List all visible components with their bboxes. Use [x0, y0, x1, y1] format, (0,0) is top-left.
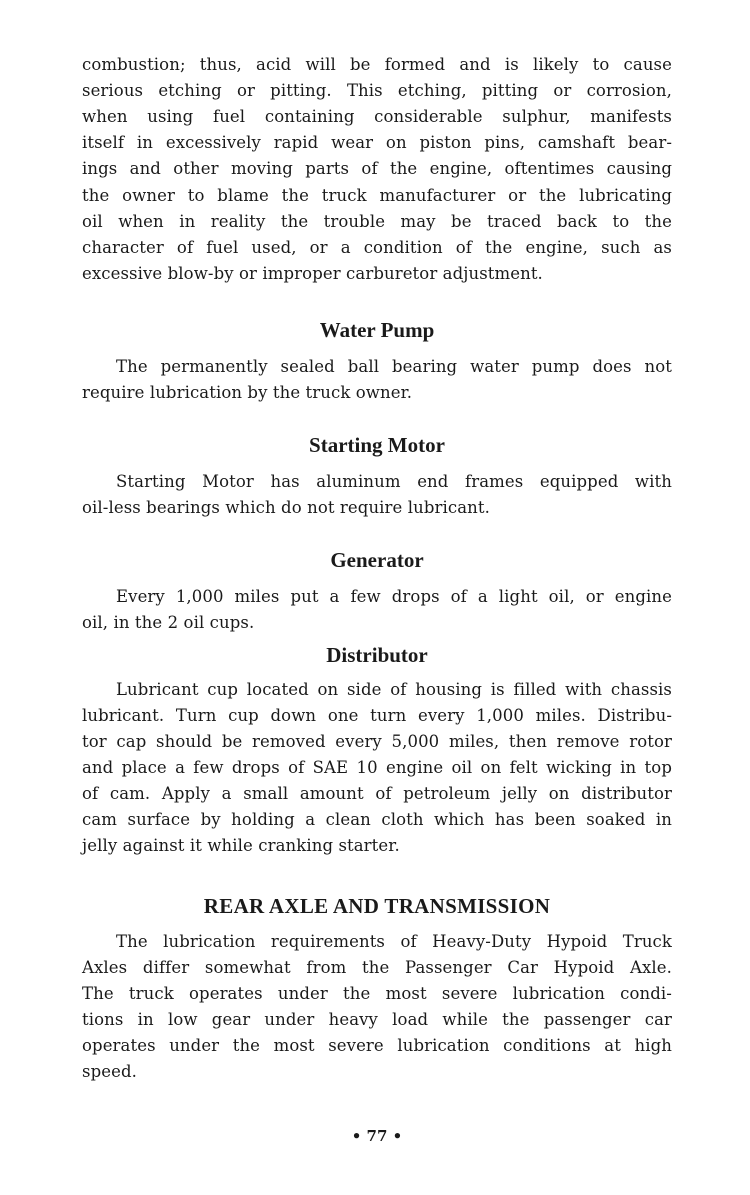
section-heading: Distributor: [326, 643, 428, 667]
text-line: ings and other moving parts of the engine, oftentimes causing: [82, 159, 672, 178]
text-line: tor cap should be removed every 5,000 miles, then remove rotor: [82, 732, 672, 751]
text-line: Axles differ somewhat from the Passenger Car Hypoid Axle.: [82, 958, 672, 977]
text-line: oil when in reality the trouble may be traced back to the: [82, 212, 672, 231]
section-heading: Starting Motor: [309, 433, 445, 457]
text-line: oil-less bearings which do not require lubricant.: [82, 498, 490, 517]
text-line: jelly against it while cranking starter.: [82, 836, 400, 855]
text-line: itself in excessively rapid wear on piston pins, camshaft bear-: [82, 133, 672, 152]
text-line: cam surface by holding a clean cloth which has been soaked in: [82, 810, 672, 829]
text-line: The lubrication requirements of Heavy-Duty Hypoid Truck: [116, 932, 672, 951]
text-line: combustion; thus, acid will be formed and is likely to cause: [82, 55, 672, 74]
text-line: speed.: [82, 1062, 137, 1081]
page-number: • 77 •: [351, 1127, 403, 1145]
text-line: excessive blow-by or improper carburetor adjustment.: [82, 264, 543, 283]
text-line: tions in low gear under heavy load while the passenger car: [82, 1010, 672, 1029]
text-line: oil, in the 2 oil cups.: [82, 613, 255, 632]
text-line: Starting Motor has aluminum end frames equipped with: [116, 472, 672, 491]
text-line: require lubrication by the truck owner.: [82, 383, 413, 402]
text-line: lubricant. Turn cup down one turn every 1,000 miles. Distribu-: [82, 706, 672, 725]
text-line: when using fuel containing considerable sulphur, manifests: [82, 107, 672, 126]
text-line: and place a few drops of SAE 10 engine oil on felt wicking in top: [82, 758, 672, 777]
text-line: operates under the most severe lubrication conditions at high: [82, 1036, 672, 1055]
section-heading: REAR AXLE AND TRANSMISSION: [203, 894, 551, 918]
text-line: of cam. Apply a small amount of petroleum jelly on distributor: [82, 784, 672, 803]
section-heading: Generator: [330, 548, 424, 572]
text-line: character of fuel used, or a condition of the engine, such as: [82, 238, 672, 257]
text-line: the owner to blame the truck manufacturer or the lubricating: [82, 186, 672, 205]
text-line: Lubricant cup located on side of housing is filled with chassis: [116, 680, 672, 699]
text-line: The truck operates under the most severe lubrication condi-: [82, 984, 672, 1003]
section-heading: Water Pump: [319, 318, 435, 342]
text-line: Every 1,000 miles put a few drops of a light oil, or engine: [116, 587, 672, 606]
text-line: The permanently sealed ball bearing water pump does not: [116, 357, 672, 376]
text-line: serious etching or pitting. This etching, pitting or corrosion,: [82, 81, 672, 100]
